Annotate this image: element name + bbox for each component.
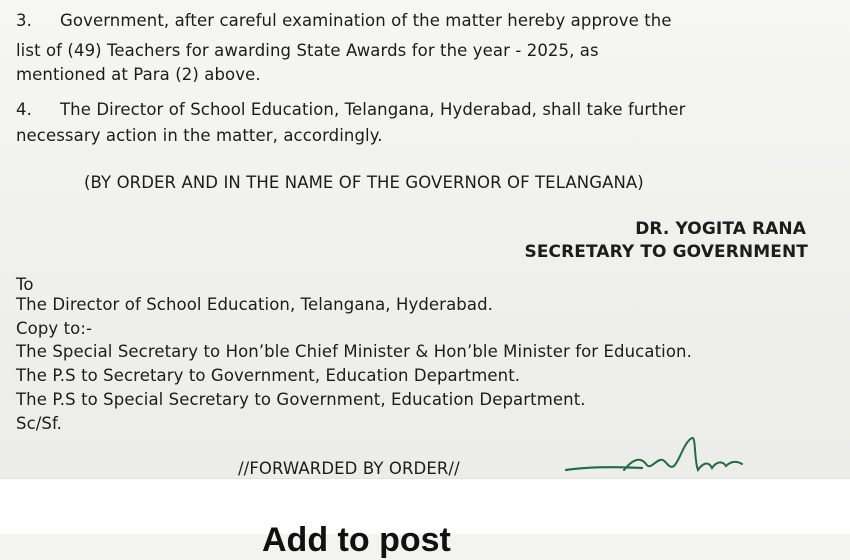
- para3-line1: 3. Government, after careful examination of the matter hereby approve the: [16, 11, 672, 30]
- to-label: To: [16, 275, 34, 294]
- para3-line2: list of (49) Teachers for awarding State Awards for the year - 2025, as: [16, 41, 599, 60]
- forwarded-line: //FORWARDED BY ORDER//: [238, 459, 460, 478]
- copy-item-1: The Special Secretary to Hon’ble Chief Minister & Hon’ble Minister for Education.: [16, 342, 692, 361]
- para3-number: 3.: [16, 11, 32, 30]
- to-recipient: The Director of School Education, Telangana, Hyderabad.: [16, 295, 493, 314]
- signature-icon: [562, 430, 762, 478]
- bottom-bar[interactable]: [0, 478, 850, 559]
- copy-to-label: Copy to:-: [16, 319, 93, 338]
- para4-line2: necessary action in the matter, accordingly.: [16, 126, 383, 145]
- para4-number: 4.: [16, 100, 32, 119]
- copy-item-4: Sc/Sf.: [16, 414, 63, 433]
- copy-item-2: The P.S to Secretary to Government, Education Department.: [16, 366, 521, 385]
- para4-line1: 4. The Director of School Education, Telangana, Hyderabad, shall take further: [16, 100, 686, 119]
- signatory-name: DR. YOGITA RANA: [635, 219, 806, 239]
- order-line: (BY ORDER AND IN THE NAME OF THE GOVERNOR OF TELANGANA): [84, 173, 644, 192]
- signatory-title: SECRETARY TO GOVERNMENT: [524, 242, 808, 262]
- add-to-post-label[interactable]: Add to post: [262, 521, 451, 559]
- copy-item-3: The P.S to Special Secretary to Government, Education Department.: [16, 390, 586, 409]
- para3-line3: mentioned at Para (2) above.: [16, 65, 261, 84]
